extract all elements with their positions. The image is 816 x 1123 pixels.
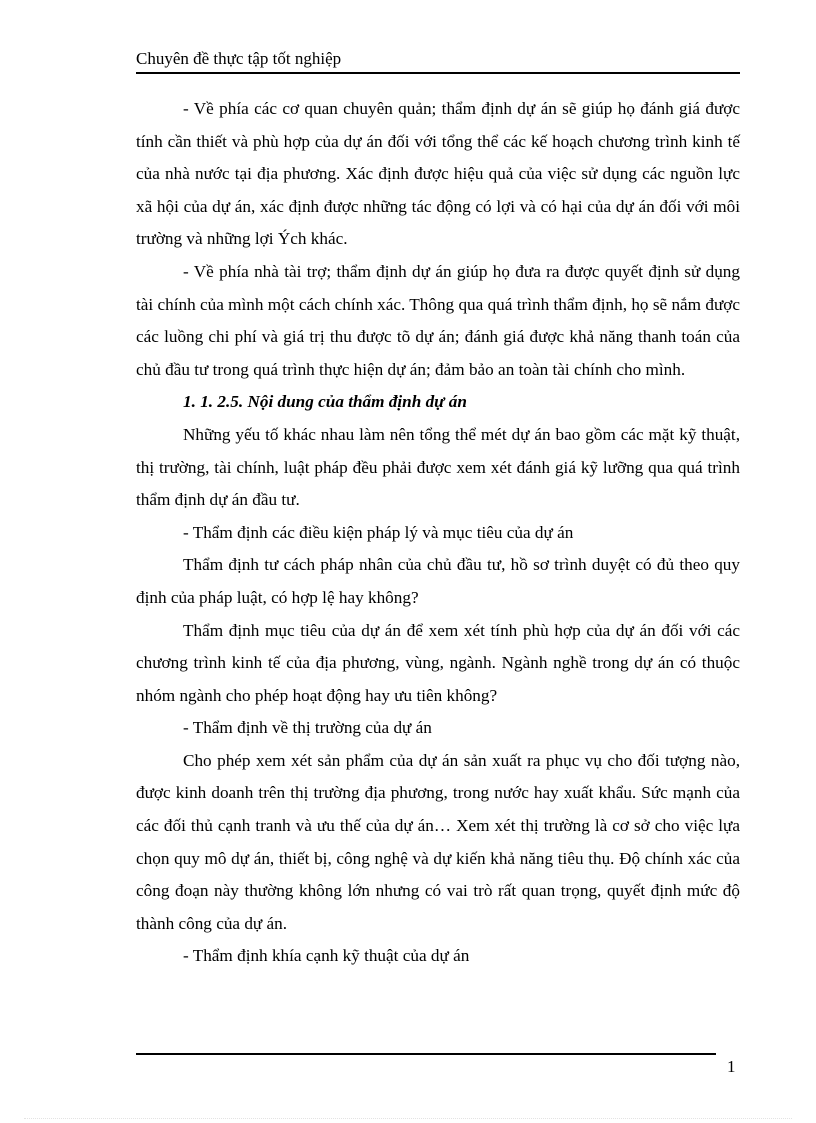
page-number: 1 [727,1057,736,1076]
document-body [136,93,740,973]
paragraph-agencies: - Về phía các cơ quan chuyên quản; thẩm định dự án sẽ giúp họ đánh giá được tính cần thiết và phù hợp của dự án đối với tổng thể các kế hoạch chương trình kinh tế của nhà nước tại địa phương. Xác định được hiệu quả của việc sử dụng các nguồn lực xã hội của dự án, xác định được những tác động có lợi và có hại của dự án đối với môi trường và những lợi Ých khác. [136,99,740,249]
paragraph-objectives: Thẩm định mục tiêu của dự án để xem xét tính phù hợp của dự án đối với các chương trình kinh tế của địa phương, vùng, ngành. Ngành nghề trong dự án có thuộc nhóm ngành cho phép hoạt động hay ưu tiên không? [136,620,740,705]
paragraph-sponsors: - Về phía nhà tài trợ; thẩm định dự án giúp họ đưa ra được quyết định sử dụng tài chính của mình một cách chính xác. Thông qua quá trình thẩm định, họ sẽ nắm được các luồng chi phí và giá trị thu được tõ dự án; đánh giá được khả năng thanh toán của chủ đầu tư trong quá trình thực hiện dự án; đảm bảo an toàn tài chính cho mình. [136,261,740,379]
bullet-market-appraisal: - Thẩm định về thị trường của dự án [183,718,432,738]
header-title: Chuyên đề thực tập tốt nghiệp [136,49,342,68]
bullet-technical-appraisal: - Thẩm định khía cạnh kỹ thuật của dự án [183,946,470,966]
footer-rule [136,1053,716,1055]
bullet-legal-appraisal: - Thẩm định các điều kiện pháp lý và mục tiêu của dự án [183,522,574,542]
section-heading: 1. 1. 2.5. Nội dung của thẩm định dự án [183,392,467,412]
page-header [136,48,740,74]
paragraph-factors: Những yếu tố khác nhau làm nên tổng thể mét dự án bao gồm các mặt kỹ thuật, thị trường, tài chính, luật pháp đều phải được xem xét đánh giá kỹ lưỡng qua quá trình thẩm định dự án đầu tư. [136,424,740,510]
paragraph-market: Cho phép xem xét sản phẩm của dự án sản xuất ra phục vụ cho đối tượng nào, được kinh doanh trên thị trường địa phương, trong nước hay xuất khẩu. Sức mạnh của các đối thủ cạnh tranh và ưu thế của dự án… Xem xét thị trường là cơ sở cho việc lựa chọn quy mô dự án, thiết bị, công nghệ và dự kiến khả năng tiêu thụ. Độ chính xác của công đoạn này thường không lớn nhưng có vai trò rất quan trọng, quyết định mức độ thành công của dự án. [136,750,740,933]
page-bottom-border [24,1118,792,1119]
paragraph-legal-status: Thẩm định tư cách pháp nhân của chủ đầu tư, hồ sơ trình duyệt có đủ theo quy định của pháp luật, có hợp lệ hay không? [136,555,740,607]
